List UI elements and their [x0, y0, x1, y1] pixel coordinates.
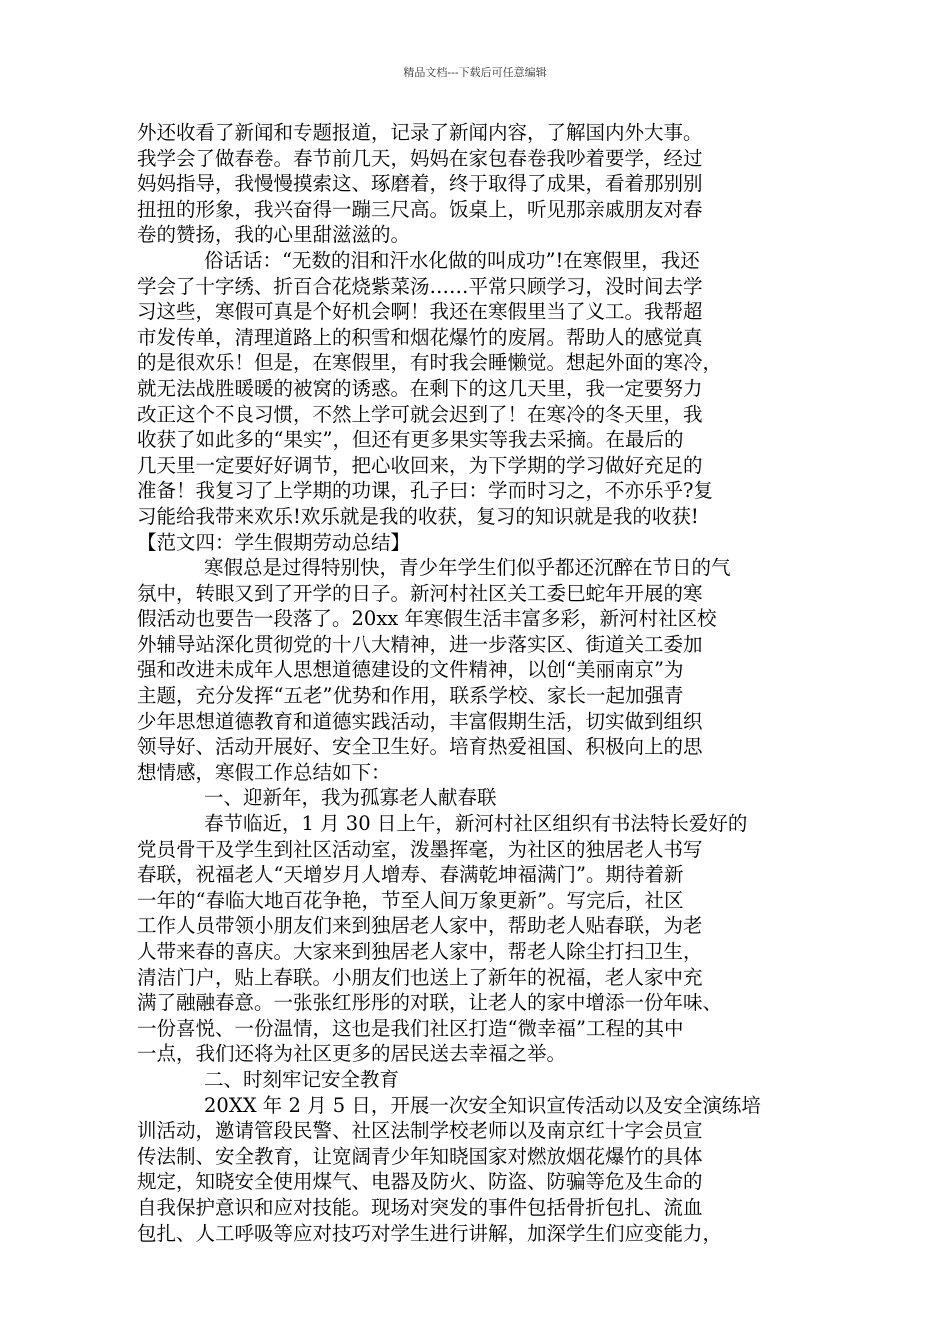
text-line: 收获了如此多的“果实”，但还有更多果实等我去采摘。在最后的 [137, 428, 684, 452]
text-line: 市发传单，清理道路上的积雪和烟花爆竹的废屑。帮助人的感觉真 [137, 325, 703, 349]
text-line: 满了融融春意。一张张红彤彤的对联，让老人的家中增添一份年味、 [137, 991, 723, 1015]
text-line: 春联，祝福老人“天增岁月人增寿、春满乾坤福满门”。期待着新 [137, 863, 684, 887]
text-line: 假活动也要告一段落了。20xx 年寒假生活丰富多彩，新河村社区校 [137, 607, 717, 631]
text-line: 准备！我复习了上学期的功课，孔子曰：学而时习之，不亦乐乎?复 [137, 479, 713, 503]
text-line: 想情感，寒假工作总结如下： [137, 760, 391, 784]
text-line: 少年思想道德教育和道德实践活动，丰富假期生活，切实做到组织 [137, 709, 703, 733]
page-header: 精品文档---下载后可任意编辑 [403, 66, 547, 79]
text-line: 二、时刻牢记安全教育 [204, 1067, 400, 1091]
text-line: 就无法战胜暖暖的被窝的诱惑。在剩下的这几天里，我一定要努力 [137, 376, 703, 400]
text-line: 外辅导站深化贯彻党的十八大精神，进一步落实区、街道关工委加 [137, 632, 703, 656]
text-line: 改正这个不良习惯，不然上学可就会迟到了！在寒冷的冬天里，我 [137, 402, 703, 426]
text-line: 扭扭的形象，我兴奋得一蹦三尺高。饭桌上，听见那亲戚朋友对春 [137, 197, 703, 221]
text-line: 工作人员带领小朋友们来到独居老人家中，帮助老人贴春联，为老 [137, 914, 703, 938]
text-line: 传法制、安全教育，让宽阔青少年知晓国家对燃放烟花爆竹的具体 [137, 1144, 703, 1168]
text-line: 我学会了做春卷。春节前几天，妈妈在家包春卷我吵着要学，经过 [137, 146, 703, 170]
text-line: 外还收看了新闻和专题报道，记录了新闻内容，了解国内外大事。 [137, 121, 703, 144]
text-line: 习能给我带来欢乐!欢乐就是我的收获，复习的知识就是我的收获! [137, 504, 699, 528]
text-line: 规定，知晓安全使用煤气、电器及防火、防盗、防骗等危及生命的 [137, 1170, 703, 1194]
text-line: 一点，我们还将为社区更多的居民送去幸福之举。 [137, 1042, 567, 1066]
text-line: 习这些，寒假可真是个好机会啊！我还在寒假里当了义工。我帮超 [137, 300, 703, 324]
text-line: 氛中，转眼又到了开学的日子。新河村社区关工委巳蛇年开展的寒 [137, 581, 703, 605]
text-line: 包扎、人工呼吸等应对技巧对学生进行讲解，加深学生们应变能力， [137, 1221, 723, 1245]
text-line: 几天里一定要好好调节，把心收回来，为下学期的学习做好充足的 [137, 453, 703, 477]
text-line: 寒假总是过得特别快，青少年学生们似乎都还沉醉在节日的气 [204, 556, 731, 580]
text-line: 清洁门户，贴上春联。小朋友们也送上了新年的祝福，老人家中充 [137, 965, 703, 989]
text-line: 人带来春的喜庆。大家来到独居老人家中，帮老人除尘打扫卫生， [137, 940, 703, 963]
text-line: 主题，充分发挥“五老”优势和作用，联系学校、家长一起加强青 [137, 684, 684, 708]
text-line: 一份喜悦、一份温情，这也是我们社区打造“微幸福”工程的其中 [137, 1016, 684, 1040]
text-line: 春节临近，1 月 30 日上午，新河村社区组织有书法特长爱好的 [204, 812, 748, 836]
document-body [137, 120, 827, 1246]
text-line: 强和改进未成年人思想道德建设的文件精神，以创“美丽南京”为 [137, 658, 684, 682]
text-line: 自我保护意识和应对技能。现场对突发的事件包括骨折包扎、流血 [137, 1195, 703, 1219]
text-line: 党员骨干及学生到社区活动室，泼墨挥毫，为社区的独居老人书写 [137, 837, 703, 861]
text-line: 的是很欢乐！但是，在寒假里，有时我会睡懒觉。想起外面的寒冷， [137, 351, 723, 375]
text-line: 俗话话：“无数的泪和汗水化做的叫成功”!在寒假里，我还 [204, 248, 700, 272]
text-line: 学会了十字绣、折百合花烧紫菜汤……平常只顾学习，没时间去学 [137, 274, 703, 298]
text-line: 妈妈指导，我慢慢摸索这、琢磨着，终于取得了成果，看着那别别 [137, 172, 703, 196]
text-line: 一、迎新年，我为孤寡老人献春联 [204, 786, 497, 810]
text-line: 领导好、活动开展好、安全卫生好。培育热爱祖国、积极向上的思 [137, 735, 703, 759]
text-line: 【范文四：学生假期劳动总结】 [137, 530, 411, 554]
text-line: 20XX 年 2 月 5 日，开展一次安全知识宣传活动以及安全演练培 [204, 1093, 761, 1117]
text-line: 卷的赞扬，我的心里甜滋滋的。 [137, 223, 411, 247]
text-line: 训活动，邀请管段民警、社区法制学校老师以及南京红十字会员宣 [137, 1119, 703, 1143]
text-line: 一年的“春临大地百花争艳，节至人间万象更新”。写完后，社区 [137, 888, 684, 912]
